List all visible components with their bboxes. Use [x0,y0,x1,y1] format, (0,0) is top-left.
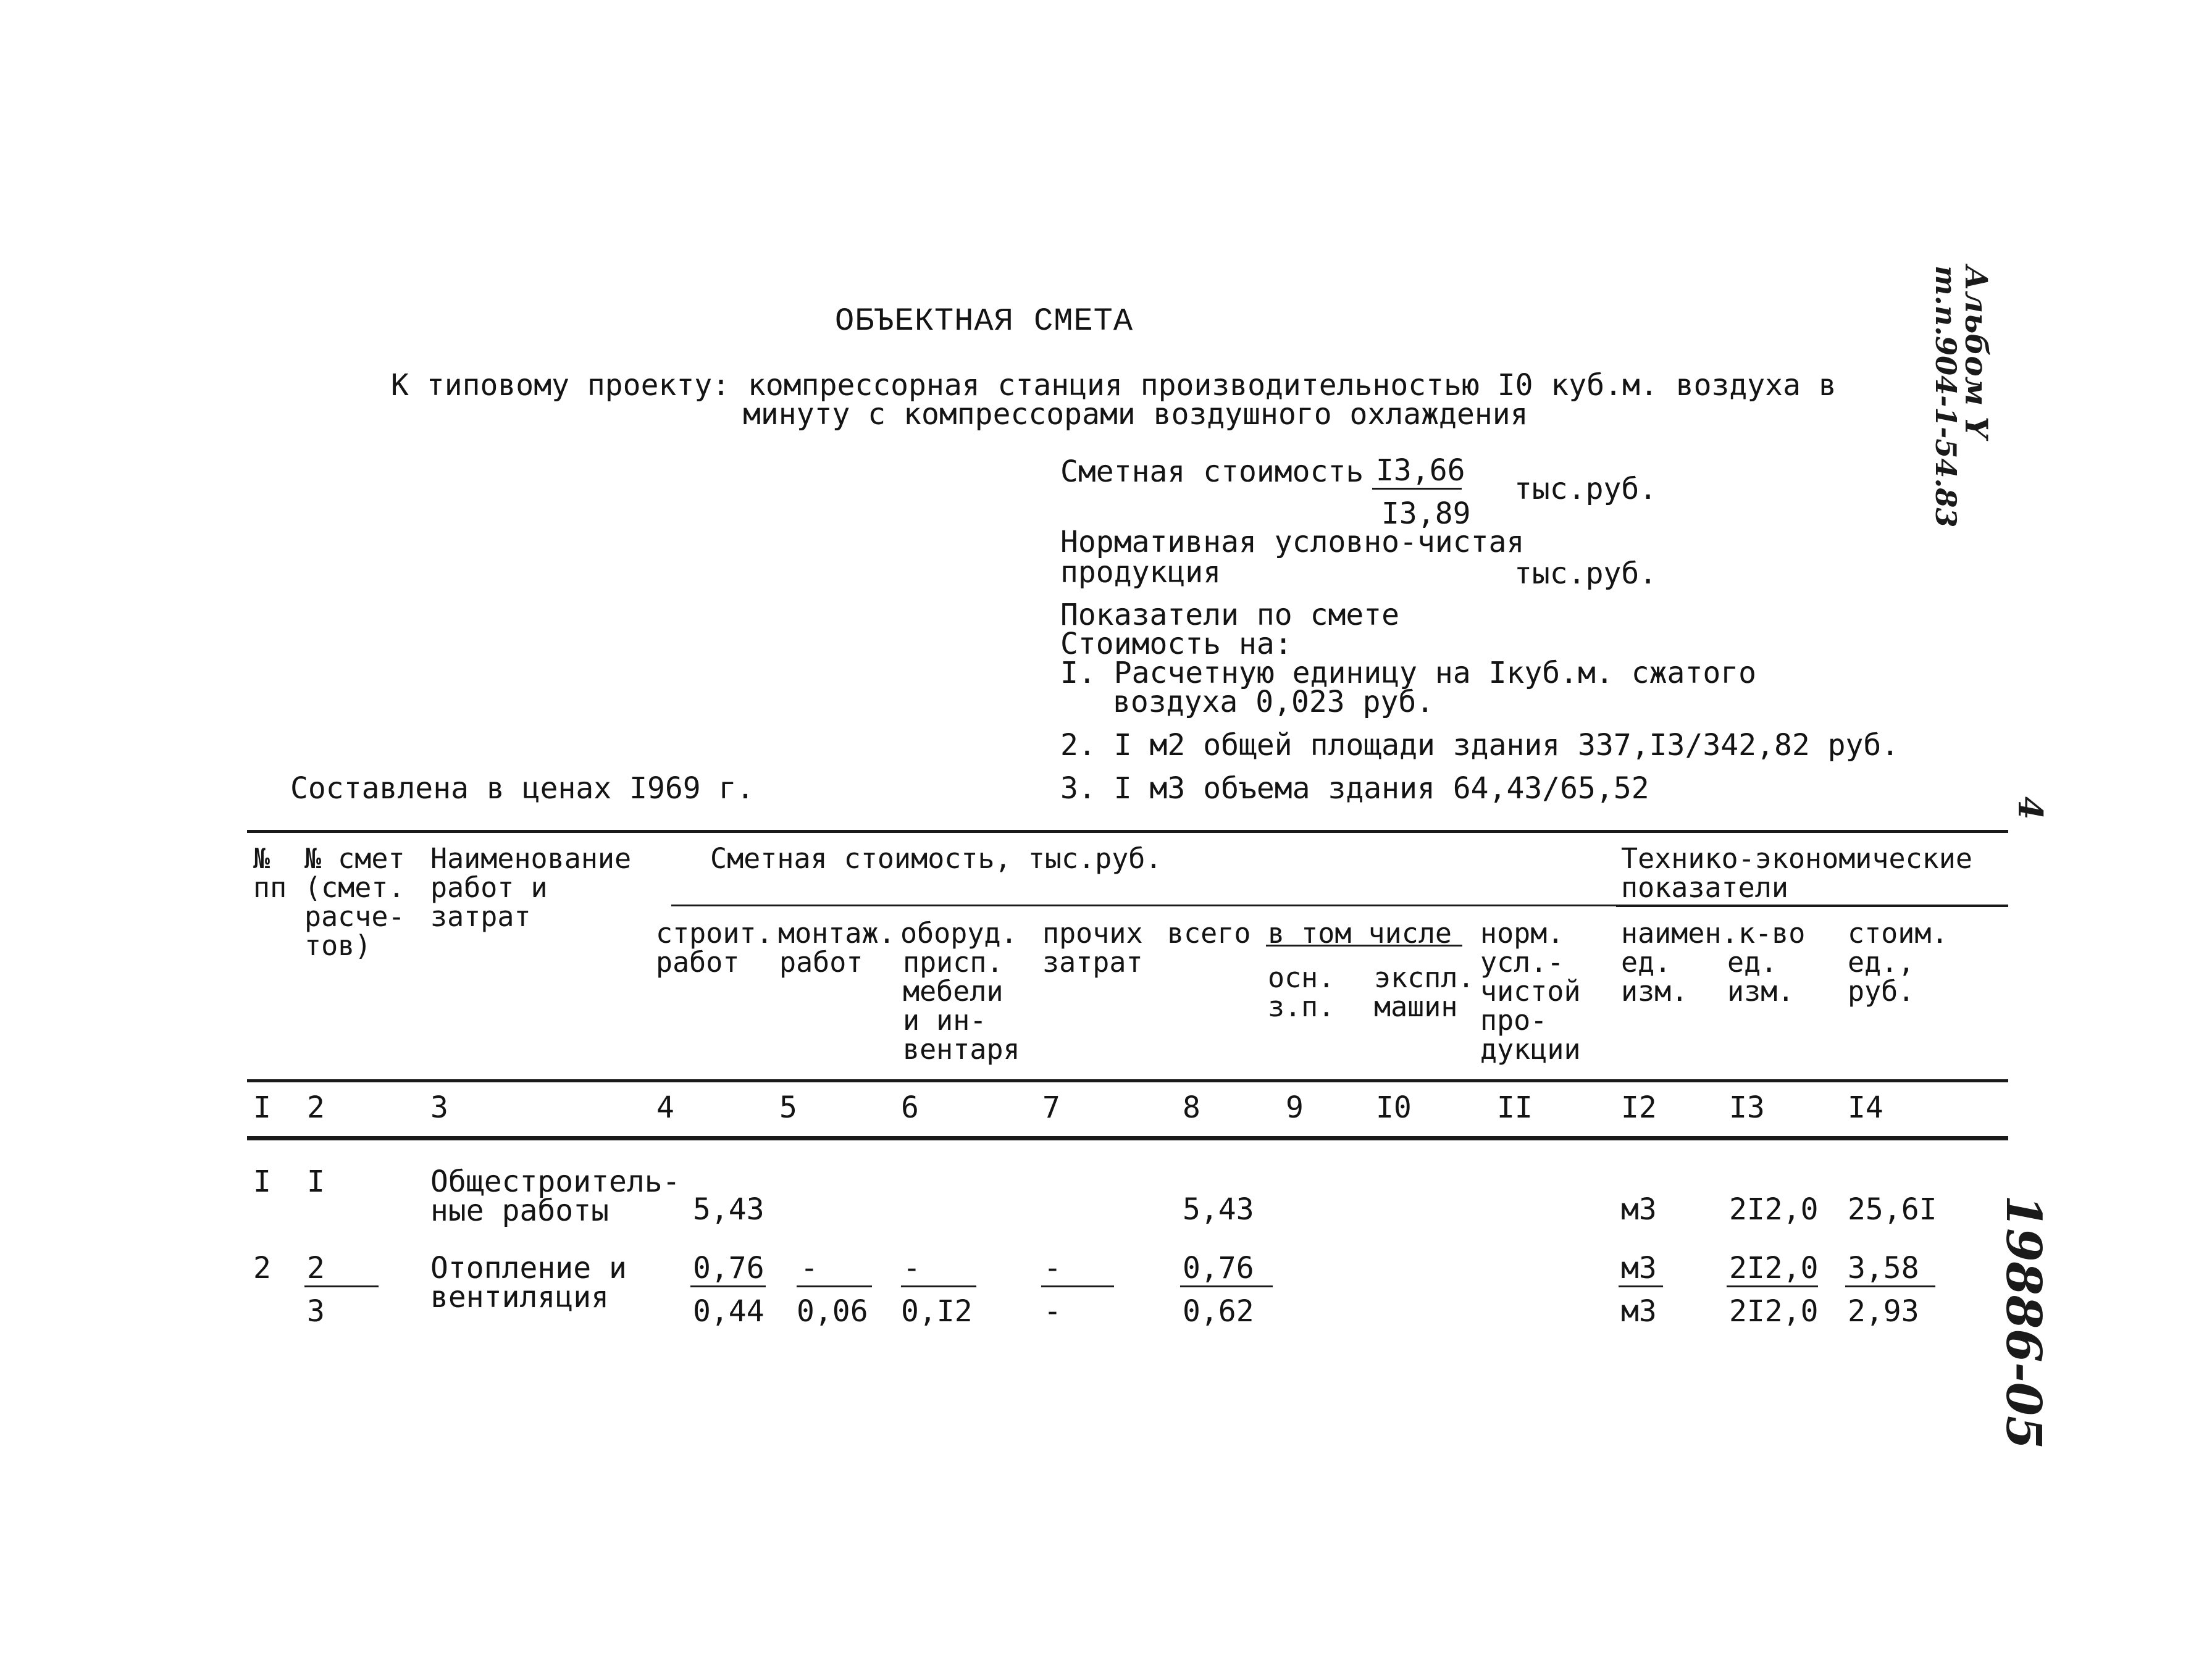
col2-header-2: (смет. [304,871,405,904]
col6-header-3: мебели [903,975,1003,1008]
cost-group-underline [671,905,1616,906]
column-number-5: 5 [779,1090,797,1125]
col5-header-1: монтаж. [778,917,895,950]
estimate-cost-label: Сметная стоимость [1060,454,1364,489]
row2-number: 2 [253,1251,271,1285]
col9-header-1: осн. [1268,961,1335,994]
col12-header-3: изм. [1621,975,1688,1008]
column-number-14: I4 [1848,1090,1883,1125]
col10-header-2: машин [1374,990,1458,1023]
indicators-heading: Показатели по смете [1060,598,1400,632]
row2-equipment-top: - [903,1251,921,1285]
row2-unit-cost-bottom: 2,93 [1848,1294,1919,1329]
col4-header-1: строит. [656,917,773,950]
col6-header-1: оборуд. [900,917,1018,950]
row2-name-line-1: Отопление и [430,1251,627,1285]
column-numbers-rule [247,1136,2008,1140]
row1-estimate-number: I [307,1164,325,1199]
row2-unit-underline [1619,1285,1663,1287]
col12-header-1: наимен. [1621,917,1738,950]
cost-group-header: Сметная стоимость, тыс.руб. [710,842,1162,875]
column-number-13: I3 [1729,1090,1765,1125]
col13-header-1: к-во [1738,917,1806,950]
col3-header-1: Наименование [430,842,632,875]
row2-quantity-top: 2I2,0 [1729,1251,1819,1285]
column-number-6: 6 [901,1090,919,1125]
row2-estimate-top: 2 [307,1251,325,1285]
col6-header-2: присп. [903,946,1003,979]
subtitle-line-1: К типовому проекту: компрессорная станция производительностью I0 куб.м. воздуха в [391,368,1837,403]
col11-header-1: норм. [1480,917,1564,950]
album-annotation-line-2: т.п.904-1-54.83 [1929,265,1963,528]
cost-per-heading: Стоимость на: [1060,627,1292,661]
col1-header-1: № [253,842,270,875]
row2-construction-top: 0,76 [693,1251,765,1285]
col14-header-2: ед., [1848,946,1915,979]
row1-construction-cost: 5,43 [693,1192,765,1227]
row2-estimate-bottom: 3 [307,1294,325,1329]
column-number-11: II [1497,1090,1533,1125]
row2-name-line-2: вентиляция [430,1280,609,1314]
column-number-1: I [253,1090,271,1125]
column-number-2: 2 [307,1090,325,1125]
col6-header-5: вентаря [903,1033,1020,1066]
col13-header-2: ед. [1727,946,1778,979]
col4-header-2: работ [656,946,740,979]
row2-construction-underline [690,1285,766,1287]
archive-stamp-number: 19886-05 [1995,1195,2051,1450]
col12-header-2: ед. [1621,946,1672,979]
row2-unit-bottom: м3 [1621,1294,1657,1329]
col9-header-2: з.п. [1268,990,1335,1023]
col11-header-2: усл.- [1480,946,1564,979]
estimate-cost-numerator: I3,66 [1376,453,1465,488]
col3-header-2: работ и [430,871,548,904]
column-number-7: 7 [1042,1090,1060,1125]
row2-other-bottom: - [1044,1294,1062,1329]
header-bottom-rule [247,1079,2008,1082]
table-top-rule [247,830,2008,833]
column-number-10: I0 [1376,1090,1412,1125]
col2-header-4: тов) [304,929,372,962]
col8-header-1: всего [1167,917,1251,950]
row1-total-cost: 5,43 [1183,1192,1254,1227]
row1-number: I [253,1164,271,1199]
incl-group-header: в том числе [1268,917,1452,950]
col11-header-4: про- [1480,1004,1548,1037]
tech-group-header-1: Технико-экономические [1621,842,1972,875]
row2-install-bottom: 0,06 [797,1294,868,1329]
estimate-cost-denominator: I3,89 [1381,496,1471,531]
row1-name-line-1: Общестроитель- [430,1164,681,1199]
indicator-item-3: 3. I м3 объема здания 64,43/65,52 [1060,771,1649,806]
col13-header-3: изм. [1727,975,1795,1008]
col5-header-2: работ [779,946,863,979]
col11-header-5: дукции [1480,1033,1581,1066]
row2-total-bottom: 0,62 [1183,1294,1254,1329]
subtitle-line-2: минуту с компрессорами воздушного охлаждения [743,397,1528,432]
row2-total-top: 0,76 [1183,1251,1254,1285]
col2-header-1: № смет [304,842,405,875]
row2-unit-cost-top: 3,58 [1848,1251,1919,1285]
column-number-12: I2 [1621,1090,1657,1125]
tech-group-header-2: показатели [1621,871,1788,904]
col7-header-2: затрат [1042,946,1143,979]
row2-other-top: - [1044,1251,1062,1285]
col14-header-1: стоим. [1848,917,1948,950]
norm-product-unit: тыс.руб. [1514,556,1657,591]
row2-unit-top: м3 [1621,1251,1657,1285]
col3-header-3: затрат [430,900,531,933]
column-number-3: 3 [430,1090,448,1125]
row1-unit: м3 [1621,1192,1657,1227]
col11-header-3: чистой [1480,975,1581,1008]
col14-header-3: руб. [1848,975,1915,1008]
row2-quantity-underline [1727,1285,1818,1287]
row2-quantity-bottom: 2I2,0 [1729,1294,1819,1329]
col2-header-3: расче- [304,900,405,933]
row2-estimate-underline [304,1285,379,1287]
row2-unit-cost-underline [1845,1285,1935,1287]
row2-equipment-underline [901,1285,976,1287]
col7-header-1: прочих [1042,917,1143,950]
col10-header-1: экспл. [1374,961,1475,994]
col6-header-4: и ин- [903,1004,987,1037]
document-title: ОБЪЕКТНАЯ СМЕТА [835,303,1134,340]
estimate-cost-unit: тыс.руб. [1514,472,1657,506]
column-number-4: 4 [656,1090,674,1125]
norm-product-label-2: продукция [1060,555,1221,590]
row1-quantity: 2I2,0 [1729,1192,1819,1227]
indicator-item-2: 2. I м2 общей площади здания 337,I3/342,82 руб. [1060,728,1900,763]
indicator-item-1-line-2: воздуха 0,023 руб. [1113,685,1435,719]
indicator-item-1-line-1: I. Расчетную единицу на Iкуб.м. сжатого [1060,656,1757,690]
prices-note: Составлена в ценах I969 г. [290,771,755,806]
row2-total-underline [1180,1285,1273,1287]
row2-install-underline [797,1285,872,1287]
row2-install-top: - [800,1251,818,1285]
page-number: 4 [2011,796,2050,820]
row2-other-underline [1041,1285,1114,1287]
fraction-line [1372,488,1462,490]
column-number-8: 8 [1183,1090,1200,1125]
tech-group-underline [1616,905,2008,907]
col1-header-2: пп [253,871,287,904]
row2-construction-bottom: 0,44 [693,1294,765,1329]
row2-equipment-bottom: 0,I2 [901,1294,973,1329]
album-annotation-line-1: Альбом Y [1958,265,1995,439]
column-number-9: 9 [1286,1090,1304,1125]
row1-unit-cost: 25,6I [1848,1192,1937,1227]
norm-product-label-1: Нормативная условно-чистая [1060,525,1525,559]
row1-name-line-2: ные работы [430,1193,609,1228]
